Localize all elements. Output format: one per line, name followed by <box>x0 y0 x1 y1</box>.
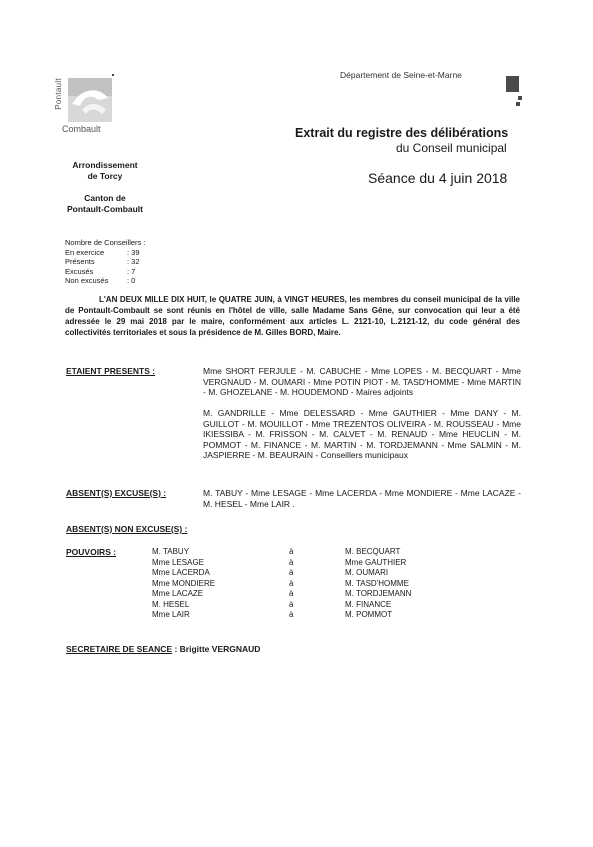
excuses-list: M. TABUY - Mme LESAGE - Mme LACERDA - Mme MONDIERE - Mme LACAZE - M. HESEL - Mme LAIR . <box>203 488 521 509</box>
pouvoir-to: Mme GAUTHIER <box>345 557 407 567</box>
conseillers-counts <box>65 238 145 286</box>
presents-conseillers: M. GANDRILLE - Mme DELESSARD - Mme GAUTHIER - Mme DANY - M. GUILLOT - M. MOUILLOT - Mme TREZENTOS OLIVEIRA - M. ROUSSEAU - Mme IKIESSIBA - M. FRISSON - M. CALVET - M. RENAUD - Mme HEUCLIN - M. POMMOT - M. FINANCE - M. MARTIN - M. TORDJEMANN - Mme SALMIN - M. JASPIERRE - M. BEAURAIN - Conseillers municipaux <box>203 408 521 461</box>
arrondissement <box>40 160 170 182</box>
pouvoir-to: M. BECQUART <box>345 547 401 556</box>
intro-paragraph: L'AN DEUX MILLE DIX HUIT, le QUATRE JUIN, à VINGT HEURES, les membres du conseil municipal de la ville de Pontault-Combault se sont réunis en l'hôtel de ville, salle Madame Sans Gêne, sur convocation qui leur a été adressée le 29 mai 2018 par le maire, conformément aux articles L. 2121-10, L.2121-12, du code général des collectivités territoriales et sous la présidence de M. Gilles BORD, Maire. <box>65 295 520 337</box>
arrondissement-line2: de Torcy <box>87 171 123 181</box>
pouvoir-to: M. OUMARI <box>345 568 389 577</box>
canton <box>40 193 170 215</box>
pouvoirs-table <box>0 547 593 627</box>
pouvoir-to: M. POMMOT <box>345 610 393 619</box>
logo-word: Combault <box>62 124 101 134</box>
pouvoir-a: à <box>289 547 294 556</box>
secretaire-name: : Brigitte VERGNAUD <box>172 644 261 654</box>
seance-date: Séance du 4 juin 2018 <box>368 170 508 186</box>
count-row: Excusés : 7 <box>65 266 136 276</box>
pouvoir-from: Mme LACAZE <box>152 589 204 598</box>
pouvoir-from: M. HESEL <box>152 599 190 609</box>
dept-dot-icon <box>516 102 520 106</box>
pouvoir-from: Mme LACERDA <box>152 568 210 577</box>
count-row: En exercice : 39 <box>65 247 140 257</box>
non-excuses-label: ABSENT(S) NON EXCUSE(S) : <box>66 524 188 534</box>
logo-vertical-text: Pontault <box>54 78 63 110</box>
registre-subtitle: du Conseil municipal <box>396 141 507 155</box>
pouvoir-from: Mme LAIR <box>152 610 190 619</box>
pouvoir-a: à <box>289 578 294 588</box>
pouvoir-a: à <box>289 610 294 619</box>
pouvoir-to: M. TASD'HOMME <box>345 578 409 588</box>
dept-square-icon <box>506 76 519 92</box>
arrondissement-line1: Arrondissement <box>72 160 138 170</box>
pouvoirs-label: POUVOIRS : <box>66 547 117 557</box>
pouvoir-a: à <box>289 589 294 598</box>
pouvoir-a: à <box>289 557 294 567</box>
secretaire-label: SECRETAIRE DE SEANCE <box>66 644 173 654</box>
canton-line1: Canton de <box>84 193 126 203</box>
pouvoir-a: à <box>289 599 294 609</box>
pouvoir-from: Mme LESAGE <box>152 557 205 567</box>
department-name: Département de Seine-et-Marne <box>340 70 462 80</box>
canton-line2: Pontault-Combault <box>66 204 144 214</box>
excuses-label: ABSENT(S) EXCUSE(S) : <box>66 488 167 498</box>
registre-title: Extrait du registre des délibérations <box>295 126 509 140</box>
count-row: Présents : 32 <box>65 257 140 266</box>
pouvoir-a: à <box>289 568 294 577</box>
dept-dot-icon <box>518 96 522 100</box>
counts-heading: Nombre de Conseillers : <box>65 238 146 247</box>
presents-adjoints: Mme SHORT FERJULE - M. CABUCHE - Mme LOPES - M. BECQUART - Mme VERGNAUD - M. OUMARI - Mme POTIN PIOT - M. TASD'HOMME - Mme MARTIN - M. GHOZELANE - M. HOUDEMOND - Maires adjoints <box>203 366 521 398</box>
pouvoir-to: M. TORDJEMANN <box>345 589 412 598</box>
secretaire-line <box>66 644 260 654</box>
pouvoir-to: M. FINANCE <box>345 599 392 609</box>
presents-label: ETAIENT PRESENTS : <box>66 366 156 376</box>
pouvoir-from: Mme MONDIERE <box>152 578 216 588</box>
count-row: Non excusés : 0 <box>65 276 136 285</box>
pouvoir-from: M. TABUY <box>152 547 190 556</box>
city-logo <box>62 74 118 126</box>
